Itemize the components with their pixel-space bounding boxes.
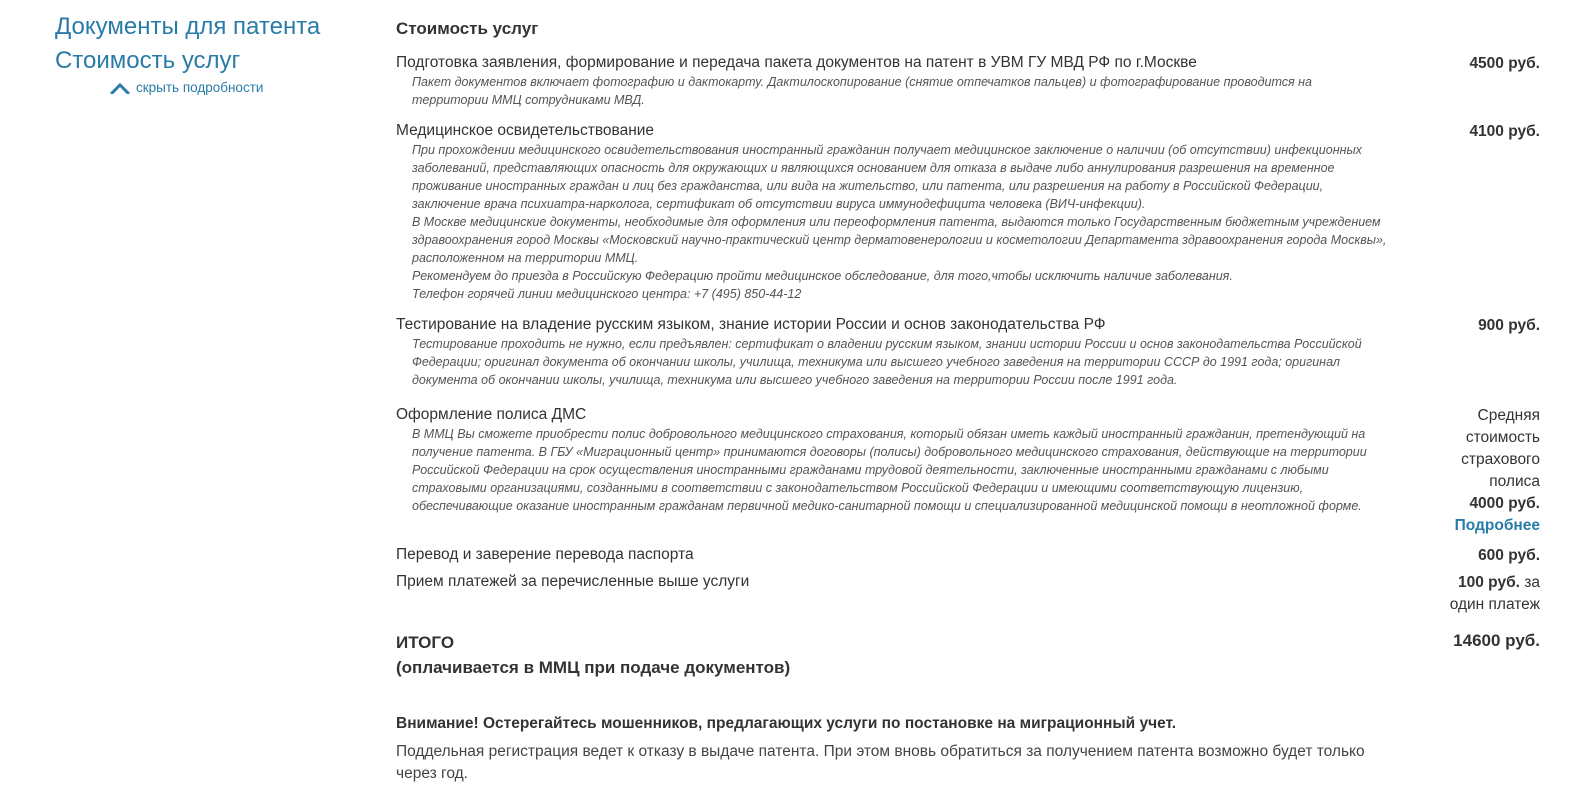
warning-text: Поддельная регистрация ведет к отказу в выдаче патента. При этом вновь обратиться за получением патента возможно будет только через год. xyxy=(396,743,1365,782)
service-description xyxy=(412,73,1387,109)
description-paragraph: Рекомендуем до приезда в Российскую Федерацию пройти медицинское обследование, для того,чтобы исключить наличие заболевания. xyxy=(412,269,1233,283)
service-price: 4500 руб. xyxy=(1469,55,1540,72)
price-label: Средняя стоимость страхового полиса xyxy=(1461,407,1540,490)
hide-details-label: скрыть подробности xyxy=(136,80,264,95)
service-title: Оформление полиса ДМС xyxy=(396,406,587,423)
total-price: 14600 руб. xyxy=(1453,631,1540,650)
more-link[interactable]: Подробнее xyxy=(1454,517,1540,534)
section-title: Стоимость услуг xyxy=(396,19,539,38)
service-price: 600 руб. xyxy=(1478,547,1540,564)
description-paragraph: Пакет документов включает фотографию и дактокарту. Дактилоскопирование (снятие отпечатков пальцев) и фотографирование проводится на территории ММЦ сотрудниками МВД. xyxy=(412,75,1312,107)
hide-details-toggle[interactable] xyxy=(110,80,375,95)
service-row xyxy=(396,121,1546,303)
chevron-up-icon xyxy=(110,82,130,94)
warning-title: Внимание! Остерегайтесь мошенников, предлагающих услуги по постановке на миграционный учет. xyxy=(396,715,1177,732)
sidebar-link-cost[interactable]: Стоимость услуг xyxy=(55,47,241,74)
services-cost-panel xyxy=(396,18,1546,782)
service-price: 4100 руб. xyxy=(1469,123,1540,140)
service-price-block xyxy=(1430,572,1540,616)
service-price: 4000 руб. xyxy=(1469,495,1540,512)
description-paragraph: Тестирование проходить не нужно, если предъявлен: сертификат о владении русским языком, знании истории России и основ законодательства Российской Федерации; оригинал документа об окончании школы, училища, техникума или высшего учебного заведения на территории СССР до 1991 года; оригинал документа об окончании школы, училища, техникума или высшего учебного заведения на территории России после 1991 года. xyxy=(412,337,1362,387)
warning-block xyxy=(396,715,1546,785)
service-title: Тестирование на владение русским языком, знание истории России и основ законодательства РФ xyxy=(396,316,1106,333)
service-row xyxy=(396,545,1546,565)
service-row xyxy=(396,405,1546,534)
service-title: Медицинское освидетельствование xyxy=(396,122,655,139)
service-title: Прием платежей за перечисленные выше услуги xyxy=(396,573,750,590)
price-suffix: за один платеж xyxy=(1449,574,1540,613)
service-description xyxy=(412,335,1387,389)
sidebar-link-documents[interactable]: Документы для патента xyxy=(55,13,321,40)
service-description xyxy=(412,425,1387,515)
service-price: 900 руб. xyxy=(1478,317,1540,334)
service-price: 100 руб. xyxy=(1458,574,1520,591)
service-title: Подготовка заявления, формирование и передача пакета документов на патент в УВМ ГУ МВД РФ по г.Москве xyxy=(396,54,1197,71)
description-paragraph: При прохождении медицинского освидетельствования иностранный гражданин получает медицинское заключение о наличии (об отсутствии) инфекционных заболеваний, представляющих опасность для окружающих и являющихся основанием для отказа в выдаче либо аннулирования разрешения на временное проживание иностранных граждан и лиц без гражданства, или вида на жительство, или патента, или разрешения на работу в Российской Федерации, заключение врача психиатра-нарколога, сертификат об отсутствии вируса иммунодефицита человека (ВИЧ-инфекции). xyxy=(412,143,1362,211)
service-row xyxy=(396,315,1546,389)
service-row xyxy=(396,53,1546,109)
service-description xyxy=(412,141,1387,303)
description-paragraph: В Москве медицинские документы, необходимые для оформления или переоформления патента, выдаются только Государственным бюджетным учреждением здравоохранения город Москвы «Московский научно-практический центр дерматовенерологии и косметологии Департамента здравоохранения города Москвы», расположенном на территории ММЦ. xyxy=(412,215,1387,265)
service-row xyxy=(396,572,1546,613)
description-paragraph: В ММЦ Вы сможете приобрести полис добровольного медицинского страхования, который обязан иметь каждый иностранный гражданин, претендующий на получение патента. В ГБУ «Миграционный центр» принимаются договоры (полисы) добровольного медицинского страхования, действующие на территории Российской Федерации на срок осуществления иностранными гражданами трудовой деятельности, заключенные иностранными гражданами с любыми страховыми организациями, созданными в соответствии с законодательством Российской Федерации и имеющими соответствующую лицензию, обеспечивающие оказание иностранным гражданам первичной медико-санитарной помощи и специализированной медицинской помощи в неотложной форме. xyxy=(412,427,1367,513)
sidebar xyxy=(55,10,375,95)
total-note: (оплачивается в ММЦ при подаче документов) xyxy=(396,658,791,677)
total-row xyxy=(396,630,1546,680)
service-price-block xyxy=(1430,405,1540,537)
description-paragraph: Телефон горячей линии медицинского центра: +7 (495) 850-44-12 xyxy=(412,287,802,301)
total-label: ИТОГО xyxy=(396,633,455,652)
service-title: Перевод и заверение перевода паспорта xyxy=(396,546,694,563)
